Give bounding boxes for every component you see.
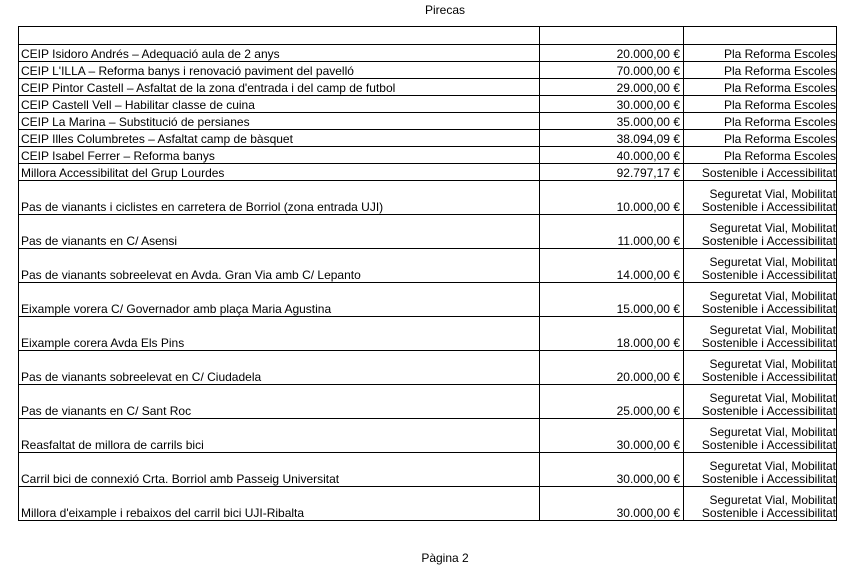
project-program-cell [684,130,837,147]
project-program-cell [684,79,837,96]
project-amount-cell: 92.797,17 € [540,164,684,181]
project-description-cell: CEIP L'ILLA – Reforma banys i renovació paviment del pavelló [19,62,540,79]
project-amount-cell: 20.000,00 € [540,45,684,62]
table-row [19,45,837,62]
project-description-cell: CEIP La Marina – Substitució de persianes [19,113,540,130]
project-program-cell [684,215,837,249]
project-program-cell [684,283,837,317]
program-line: Seguretat Vial, Mobilitat [709,289,836,303]
program-line: Seguretat Vial, Mobilitat [709,425,836,439]
program-line: Sostenible i Accessibilitat [701,336,836,350]
table-row [19,249,837,283]
project-program-cell [684,249,837,283]
program-line: Sostenible i Accessibilitat [701,200,836,214]
program-line: Sostenible i Accessibilitat [701,506,836,520]
table-row [19,487,837,521]
project-amount-cell: 30.000,00 € [540,487,684,521]
blank-cell [540,27,684,45]
table-row [19,181,837,215]
project-description-cell: Carril bici de connexió Crta. Borriol amb Passeig Universitat [19,453,540,487]
project-program-cell [684,453,837,487]
project-amount-cell: 30.000,00 € [540,419,684,453]
program-line: Sostenible i Accessibilitat [701,438,836,452]
table-row [19,453,837,487]
program-line: Sostenible i Accessibilitat [701,166,836,180]
project-description-cell: Millora Accessibilitat del Grup Lourdes [19,164,540,181]
program-line: Seguretat Vial, Mobilitat [709,255,836,269]
project-description-cell: Reasfaltat de millora de carrils bici [19,419,540,453]
project-amount-cell: 70.000,00 € [540,62,684,79]
project-amount-cell: 35.000,00 € [540,113,684,130]
project-program-cell [684,317,837,351]
project-amount-cell: 15.000,00 € [540,283,684,317]
program-line: Sostenible i Accessibilitat [701,472,836,486]
program-line: Pla Reforma Escoles [723,132,836,146]
program-line: Sostenible i Accessibilitat [701,268,836,282]
project-amount-cell: 40.000,00 € [540,147,684,164]
project-program-cell [684,487,837,521]
table-row [19,79,837,96]
table-blank-row [19,27,837,45]
table-row [19,283,837,317]
table-row [19,164,837,181]
program-line: Pla Reforma Escoles [723,98,836,112]
program-line: Pla Reforma Escoles [723,81,836,95]
table-row [19,147,837,164]
project-program-cell [684,419,837,453]
table-row [19,62,837,79]
project-amount-cell: 30.000,00 € [540,96,684,113]
program-line: Sostenible i Accessibilitat [701,370,836,384]
project-amount-cell: 30.000,00 € [540,453,684,487]
project-amount-cell: 18.000,00 € [540,317,684,351]
page-footer-number: Pàgina 2 [421,551,469,565]
table-row [19,351,837,385]
program-line: Seguretat Vial, Mobilitat [709,323,836,337]
program-line: Sostenible i Accessibilitat [701,234,836,248]
program-line: Pla Reforma Escoles [723,149,836,163]
program-line: Sostenible i Accessibilitat [701,302,836,316]
project-amount-cell: 20.000,00 € [540,351,684,385]
project-amount-cell: 11.000,00 € [540,215,684,249]
program-line: Seguretat Vial, Mobilitat [709,187,836,201]
table-row [19,385,837,419]
program-line: Pla Reforma Escoles [723,115,836,129]
project-description-cell: Pas de vianants sobreelevat en Avda. Gran Via amb C/ Lepanto [19,249,540,283]
project-description-cell: CEIP Castell Vell – Habilitar classe de cuina [19,96,540,113]
project-amount-cell: 10.000,00 € [540,181,684,215]
project-description-cell: Millora d'eixample i rebaixos del carril bici UJI-Ribalta [19,487,540,521]
table-row [19,419,837,453]
program-line: Seguretat Vial, Mobilitat [709,357,836,371]
table-body [19,27,837,521]
project-description-cell: CEIP Illes Columbretes – Asfaltat camp de bàsquet [19,130,540,147]
project-description-cell: CEIP Pintor Castell – Asfaltat de la zona d'entrada i del camp de futbol [19,79,540,96]
project-amount-cell: 14.000,00 € [540,249,684,283]
project-program-cell [684,45,837,62]
project-amount-cell: 38.094,09 € [540,130,684,147]
project-program-cell [684,62,837,79]
project-description-cell: CEIP Isidoro Andrés – Adequació aula de 2 anys [19,45,540,62]
program-line: Sostenible i Accessibilitat [701,404,836,418]
table-row [19,317,837,351]
program-line: Seguretat Vial, Mobilitat [709,391,836,405]
program-line: Pla Reforma Escoles [723,47,836,61]
project-description-cell: Eixample vorera C/ Governador amb plaça Maria Agustina [19,283,540,317]
table-row [19,96,837,113]
project-program-cell [684,147,837,164]
program-line: Seguretat Vial, Mobilitat [709,221,836,235]
project-description-cell: Pas de vianants i ciclistes en carretera de Borriol (zona entrada UJI) [19,181,540,215]
project-amount-cell: 29.000,00 € [540,79,684,96]
project-program-cell [684,351,837,385]
project-program-cell [684,181,837,215]
page-header-title: Pirecas [424,3,465,17]
table-row [19,215,837,249]
program-line: Pla Reforma Escoles [723,64,836,78]
blank-cell [19,27,540,45]
project-program-cell [684,96,837,113]
project-program-cell [684,385,837,419]
table-row [19,130,837,147]
program-line: Seguretat Vial, Mobilitat [709,459,836,473]
project-description-cell: Pas de vianants sobreelevat en C/ Ciudadela [19,351,540,385]
program-line: Seguretat Vial, Mobilitat [709,493,836,507]
project-amount-cell: 25.000,00 € [540,385,684,419]
project-description-cell: Pas de vianants en C/ Asensi [19,215,540,249]
project-description-cell: Pas de vianants en C/ Sant Roc [19,385,540,419]
project-description-cell: CEIP Isabel Ferrer – Reforma banys [19,147,540,164]
project-program-cell [684,113,837,130]
blank-cell [684,27,837,45]
investment-table [18,26,837,521]
project-program-cell [684,164,837,181]
project-description-cell: Eixample corera Avda Els Pins [19,317,540,351]
table-row [19,113,837,130]
